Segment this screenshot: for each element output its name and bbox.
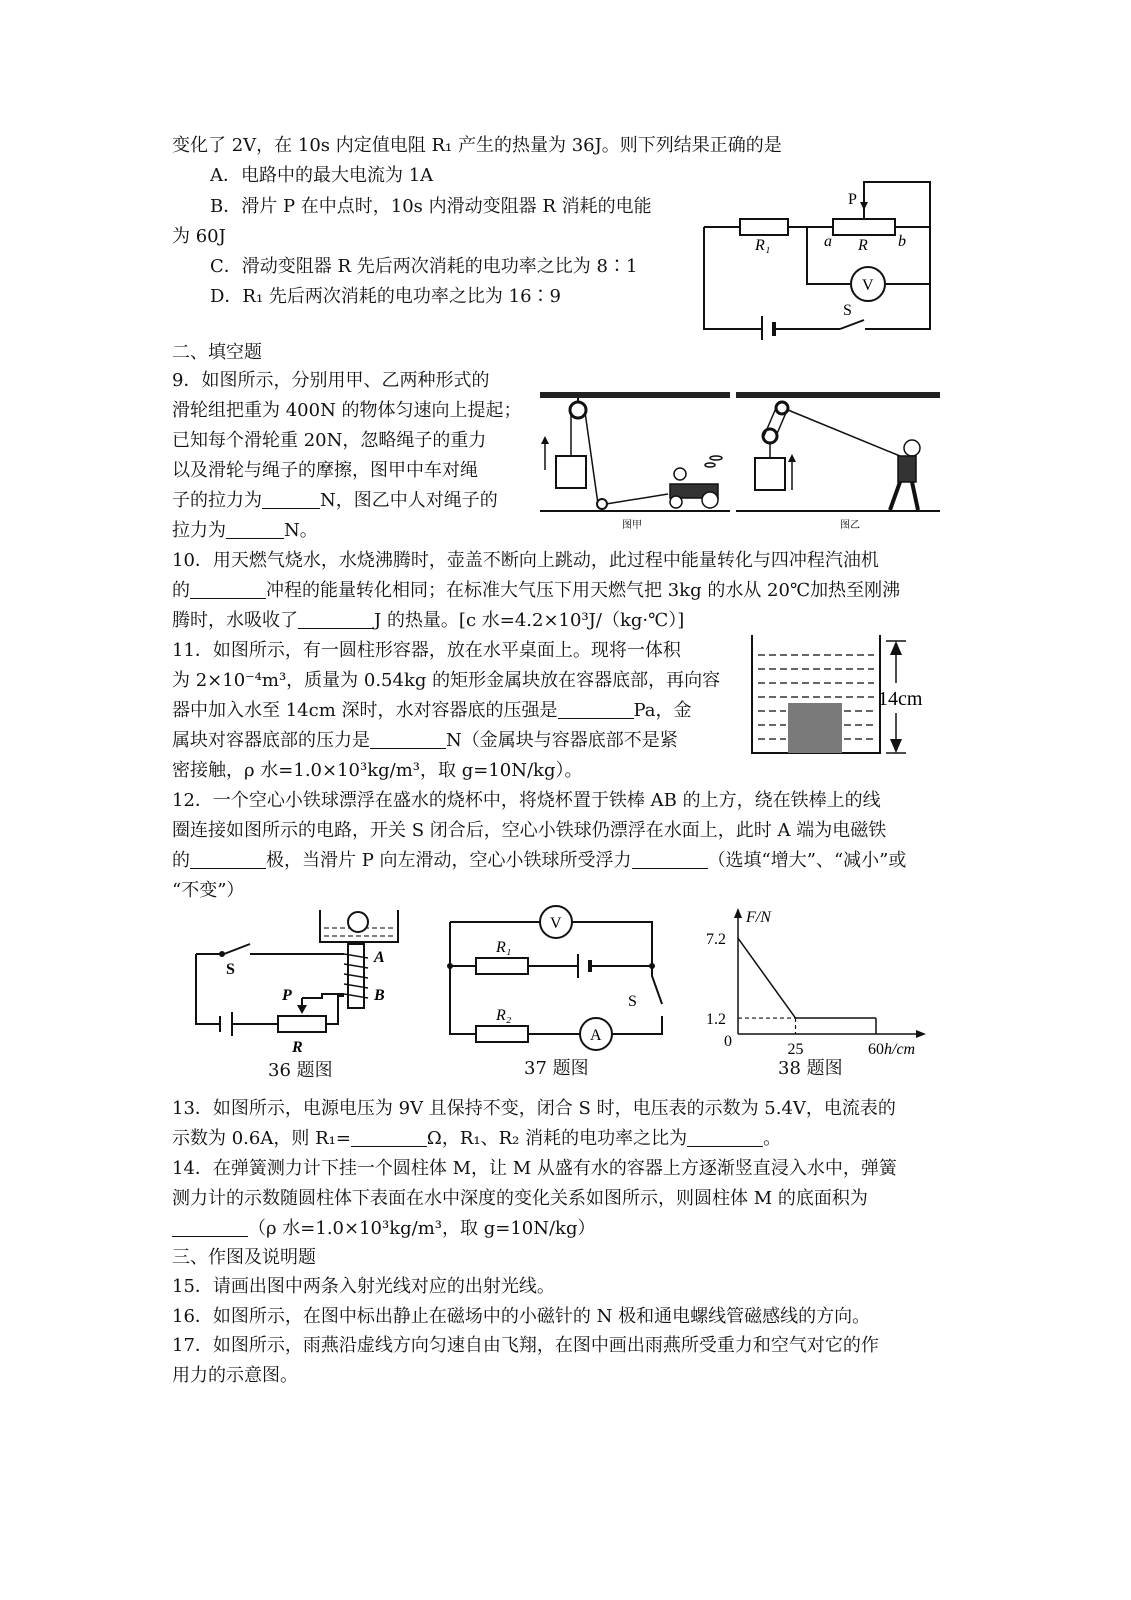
fig36-label-b: B	[374, 987, 385, 1004]
fig37-label-a: A	[590, 1027, 602, 1044]
q12-blank-pole[interactable]	[190, 848, 266, 869]
fig36-label-s: S	[226, 961, 235, 978]
q8-option-b-line1: B．滑片 P 在中点时，10s 内滑动变阻器 R 消耗的电能	[210, 196, 652, 217]
q11-line2: 为 2×10⁻⁴m³，质量为 0.54kg 的矩形金属块放在容器底部，再向容	[172, 670, 721, 691]
q11-blank-pressure[interactable]	[558, 698, 634, 719]
q11-line1: 11．如图所示，有一圆柱形容器，放在水平桌面上。现将一体积	[172, 640, 681, 661]
q10-line2: 的 冲程的能量转化相同；在标准大气压下用天燃气把 3kg 的水从 20℃加热至刚沸	[172, 580, 901, 601]
q14-blank-area[interactable]	[172, 1216, 248, 1237]
q8-label-r: R	[858, 237, 868, 254]
fig38-series-line	[738, 938, 876, 1018]
fig38-y-axis-label: F/N	[746, 909, 771, 926]
metal-block	[788, 703, 842, 753]
fig37-label-r1: R₁	[496, 939, 512, 956]
q10-blank-stroke[interactable]	[190, 578, 266, 599]
q14-line2: 测力计的示数随圆柱体下表面在水中深度的变化关系如图所示，则圆柱体 M 的底面积为	[172, 1188, 868, 1209]
q14-line3: （ρ 水=1.0×10³kg/m³，取 g=10N/kg）	[172, 1214, 595, 1244]
q13-line2: 示数为 0.6A，则 R₁= Ω，R₁、R₂ 消耗的电功率之比为 。	[172, 1128, 782, 1149]
q8-option-b-line2: 为 60J	[172, 226, 226, 247]
q9-line2: 滑轮组把重为 400N 的物体匀速向上提起；	[172, 400, 522, 421]
q9-line5: 子的拉力为 N，图乙中人对绳子的	[172, 490, 498, 511]
fig38-x-tick-25: 25	[787, 1041, 804, 1058]
fig36-electromagnet	[192, 908, 408, 1058]
q12-line2: 圈连接如图所示的电路，开关 S 闭合后，空心小铁球仍漂浮在水面上，此时 A 端为电磁铁	[172, 820, 887, 841]
q14-line1: 14．在弹簧测力计下挂一个圆柱体 M，让 M 从盛有水的容器上方逐渐竖直浸入水中，弹簧	[172, 1158, 897, 1179]
q12-line3: 的 极，当滑片 P 向左滑动，空心小铁球所受浮力 （选填“增大”、“减小”或	[172, 850, 907, 871]
q8-option-c: C．滑动变阻器 R 先后两次消耗的电功率之比为 8∶1	[210, 256, 638, 277]
q9-blank-car-force[interactable]	[262, 488, 320, 509]
q9-fig-a-caption: 图甲	[622, 520, 642, 531]
q8-option-d: D．R₁ 先后两次消耗的电功率之比为 16∶9	[210, 286, 561, 307]
fig37-label-r2: R₂	[496, 1007, 512, 1024]
q11-line3: 器中加入水至 14cm 深时，水对容器底的压强是 Pa，金	[172, 700, 692, 721]
fig38-y-tick-7-2: 7.2	[706, 931, 726, 949]
q12-line1: 12．一个空心小铁球漂浮在盛水的烧杯中，将烧杯置于铁棒 AB 的上方，绕在铁棒上的线	[172, 790, 881, 811]
section-3-title: 三、作图及说明题	[172, 1247, 316, 1268]
q10-blank-heat[interactable]	[298, 608, 374, 629]
q9-line6: 拉力为 N。	[172, 520, 318, 541]
fig38-chart	[700, 900, 930, 1058]
fig36-label-r: R	[292, 1039, 303, 1056]
q10-line3: 腾时，水吸收了 J 的热量。[c 水=4.2×10³J/（kg·℃）]	[172, 610, 685, 631]
q12-blank-buoyancy[interactable]	[632, 848, 708, 869]
q9-line1: 9．如图所示，分别用甲、乙两种形式的	[172, 370, 490, 391]
q8-label-a: a	[824, 233, 832, 250]
fig38-x-tick-60: 60	[868, 1041, 884, 1058]
q9-blank-person-force[interactable]	[226, 518, 284, 539]
q15-line: 15．请画出图中两条入射光线对应的出射光线。	[172, 1276, 555, 1297]
fig37-label-v: V	[550, 915, 562, 932]
fig38-x-axis-label: h/cm	[884, 1041, 916, 1058]
fig37-caption: 37 题图	[524, 1058, 589, 1079]
fig38-caption: 38 题图	[778, 1058, 843, 1079]
section-2-title: 二、填空题	[172, 342, 262, 363]
q8-label-s: S	[843, 302, 852, 319]
q9-fig-b-caption: 图乙	[840, 520, 860, 531]
q11-line4: 属块对容器底部的压力是 N（金属块与容器底部不是紧	[172, 730, 678, 751]
q8-stem: 变化了 2V，在 10s 内定值电阻 R₁ 产生的热量为 36J。则下列结果正确的是	[172, 135, 782, 156]
q10-line1: 10．用天燃气烧水，水烧沸腾时，壶盖不断向上跳动，此过程中能量转化与四冲程汽油机	[172, 550, 879, 571]
fig36-label-p: P	[282, 987, 292, 1004]
q11-line5: 密接触，ρ 水=1.0×10³kg/m³，取 g=10N/kg）。	[172, 760, 583, 781]
q11-container-figure	[750, 633, 950, 757]
q8-circuit-figure	[700, 180, 940, 340]
q9-line4: 以及滑轮与绳子的摩擦，图甲中车对绳	[172, 460, 478, 481]
q12-line4: “不变”）	[172, 880, 245, 901]
fig36-caption: 36 题图	[268, 1060, 333, 1081]
q13-blank-r1[interactable]	[351, 1126, 427, 1147]
fig36-label-a: A	[374, 949, 385, 966]
fig38-x-tick-0: 0	[724, 1033, 732, 1050]
q8-label-b: b	[898, 233, 906, 250]
q17-line2: 用力的示意图。	[172, 1365, 298, 1386]
fig37-label-s: S	[628, 993, 637, 1010]
fig38-y-tick-1-2: 1.2	[706, 1011, 726, 1029]
q16-line: 16．如图所示，在图中标出静止在磁场中的小磁针的 N 极和通电螺线管磁感线的方向。	[172, 1306, 871, 1327]
q9-line3: 已知每个滑轮重 20N，忽略绳子的重力	[172, 430, 487, 451]
fig37-circuit	[440, 904, 680, 1052]
q13-blank-ratio[interactable]	[687, 1126, 763, 1147]
q8-label-r1: R₁	[755, 237, 771, 254]
q8-label-p: P	[848, 191, 857, 208]
q8-label-v: V	[862, 277, 874, 294]
q11-depth-label: 14cm	[878, 688, 923, 710]
q9-pulley-figure	[540, 392, 940, 540]
q13-line1: 13．如图所示，电源电压为 9V 且保持不变，闭合 S 时，电压表的示数为 5.4V，电流表的	[172, 1098, 896, 1119]
q17-line1: 17．如图所示，雨燕沿虚线方向匀速自由飞翔，在图中画出雨燕所受重力和空气对它的作	[172, 1335, 879, 1356]
q8-option-a: A．电路中的最大电流为 1A	[210, 165, 434, 186]
q11-blank-force[interactable]	[370, 728, 446, 749]
